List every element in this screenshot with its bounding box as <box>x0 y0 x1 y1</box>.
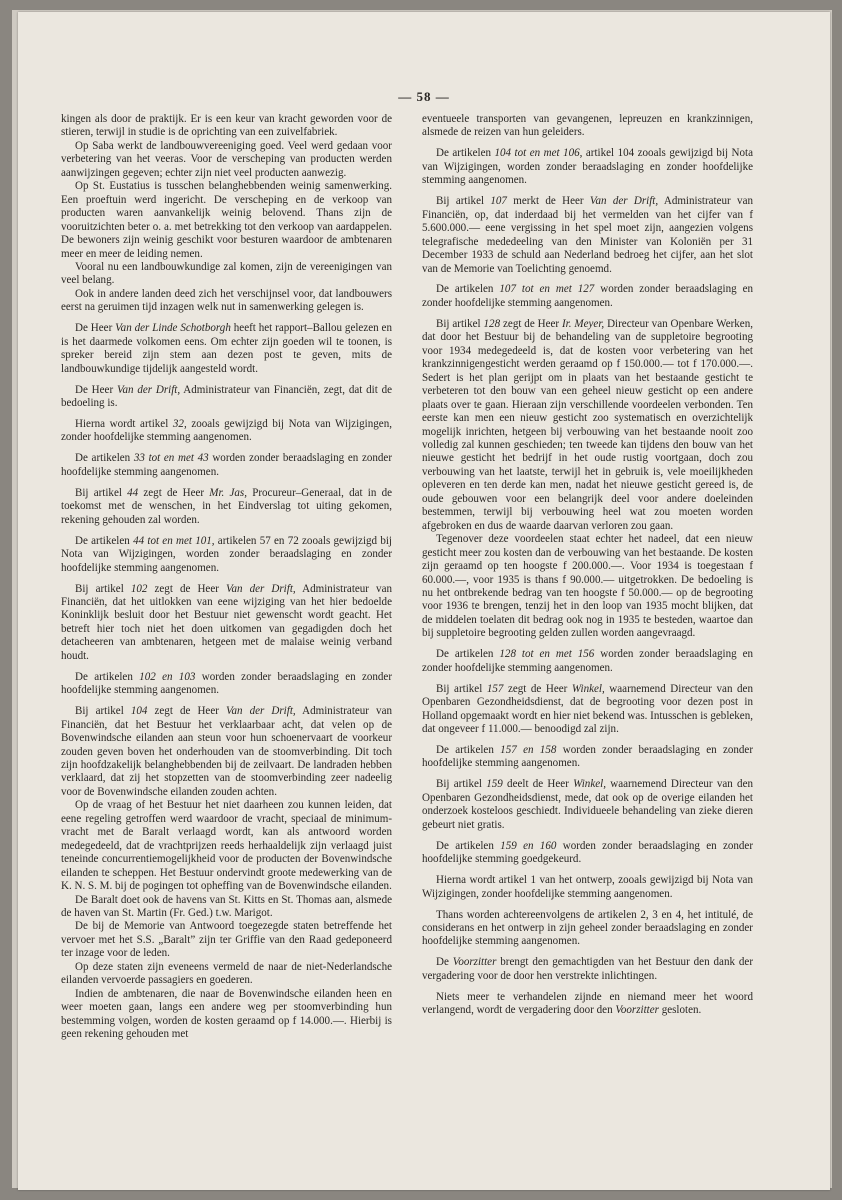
text-segment: eventueele transporten van gevangenen, lepreuzen en krankzinnigen, alsmede de reizen van hun geleiders. <box>422 113 753 139</box>
text-segment: De artikelen <box>75 534 134 547</box>
italic-text: 157 <box>486 682 504 695</box>
text-segment: De artikelen <box>75 452 134 465</box>
text-segment: Vooral nu een landbouwkundige zal komen, zijn de vereenigingen van veel belang. <box>61 260 392 287</box>
text-segment: Ook in andere landen deed zich het verschijnsel voor, dat landbouwers eerst na geruimen tijd inzagen welk nut in samenwerking gelegen is. <box>61 287 392 314</box>
text-segment: artikelen 57 en 72 zooals gewijzigd bij Nota van Wijzigingen, worden zonder beraadslaging en zonder hoofdelijke stemming aangenomen. <box>61 534 393 574</box>
text-segment: brengt den gemachtigden van het Bestuur den dank der vergadering voor de door hen verstrekte inlichtingen. <box>422 956 753 982</box>
text-segment: worden zonder beraadslaging en zonder hoofdelijke stemming aangenomen. <box>61 670 393 697</box>
text-segment: Bij artikel <box>436 195 491 208</box>
right-column <box>422 113 753 1025</box>
paragraph <box>61 961 392 988</box>
text-segment: De Baralt doet ook de havens van St. Kitts en St. Thomas aan, alsmede de haven van St. Martin (Fr. Ged.) t.w. Marigot. <box>61 893 392 919</box>
text-segment: De Heer <box>75 322 116 335</box>
paragraph <box>422 648 753 675</box>
paragraph <box>61 418 392 445</box>
text-segment: worden zonder beraadslaging en zonder hoofdelijke stemming goedgekeurd. <box>422 839 754 866</box>
paragraph <box>422 956 753 983</box>
text-segment: worden zonder beraadslaging en zonder hoofdelijke stemming aangenomen. <box>422 283 753 309</box>
text-segment: De artikelen <box>436 283 500 296</box>
italic-text: 32, <box>172 418 187 431</box>
text-segment: Op deze staten zijn eveneens vermeld de naar de niet-Nederlandsche eilanden vervoerde passagiers en goederen. <box>61 960 392 987</box>
paragraph <box>61 535 392 575</box>
paragraph <box>422 683 753 737</box>
italic-text: Van der Drift, <box>589 195 659 208</box>
italic-text: Voorzitter <box>615 1004 659 1017</box>
italic-text: Van der Linde Schotborgh <box>115 322 231 335</box>
italic-text: 128 tot en met 156 <box>499 648 595 661</box>
italic-text: 159 <box>486 778 503 791</box>
text-segment: Administrateur van Financiën, op, dat inderdaad bij het vermelden van het cijfer van f 5.600.000.— eene vergissing in het spel moet zijn, aangezien volgens telegrafische mededeeling van den Minister van Koloniën per 31 December 1933 de schuld aan Nederland bedroeg het cijfer, aan het slot van de Memorie van Toelichting genoemd. <box>422 195 753 275</box>
text-segment: Tegenover deze voordeelen staat echter het nadeel, dat een nieuw gesticht meer zou kosten dan de verbouwing van het bestaande. De kosten zijn geraamd op ten hoogste f 200.000.—. Voor 1934 is toegestaan f 60.000.—, voor 1935 is thans f 90.000.— uitgetrokken. De bedoeling is nu het ontbrekende bedrag van ten hoogste f 50.000.— op de begrooting voor 1936 te brengen, tenzij het in den loop van 1935 mocht blijken, dat de middelen toelaten dit bedrag ook nog in 1935 te besteden, waartoe dan bij suppletoire begrooting gelden zullen worden aangevraagd. <box>422 533 753 640</box>
italic-text: Winkel, <box>573 778 606 791</box>
paragraph <box>422 147 753 187</box>
italic-text: 128 <box>483 317 501 330</box>
paragraph <box>61 113 392 140</box>
paragraph <box>422 991 753 1018</box>
italic-text: 44 tot en met 101, <box>133 534 215 547</box>
paragraph <box>61 920 392 960</box>
text-segment: zegt de Heer <box>500 317 562 330</box>
text-segment: De Heer <box>75 383 117 396</box>
paragraph <box>422 113 753 140</box>
italic-text: 104 <box>130 705 148 718</box>
italic-text: 102 <box>130 582 148 595</box>
italic-text: Van der Drift, <box>225 705 296 718</box>
italic-text: 33 tot en met 43 <box>133 452 209 465</box>
text-segment: Administrateur van Financiën, zegt, dat dit de bedoeling is. <box>61 383 392 410</box>
text-segment: De artikelen <box>436 648 500 661</box>
text-segment: De artikelen <box>436 743 501 756</box>
italic-text: Van der Drift, <box>116 383 181 396</box>
paragraph <box>61 799 392 893</box>
text-segment: De <box>436 956 453 969</box>
text-segment: Bij artikel <box>75 582 131 595</box>
text-segment: waarnemend Directeur van den Openbaren Gezondheidsdienst, mede, dat ook op de overige eilanden het onderzoek kosteloos geschiedt. Individueele behandeling van zieke dieren gebeurt niet gratis. <box>422 778 753 831</box>
italic-text: Winkel, <box>571 682 605 695</box>
text-segment: merkt de Heer <box>506 195 590 208</box>
text-segment: Administrateur van Financiën, dat het uitlokken van eene wijziging van het hier bedoelde Koninklijk besluit door het Bestuur niet gewenscht wordt geacht. Het betreft hier toch niet het doen uitkomen van gegadigden doch het detacheeren van ambtenaren, hetgeen met de malaise weinig verband houdt. <box>61 582 393 662</box>
italic-text: 159 en 160 <box>500 839 557 852</box>
text-segment: Bij artikel <box>436 682 487 695</box>
page-number: — 58 — <box>398 89 450 104</box>
text-segment: Op St. Eustatius is tusschen belanghebbenden weinig samenwerking. Een proeftuin werd ingericht. De verscheping en de verkoop van producten waren aanvankelijk weinig belovend. Thans zijn de vooruitzichten beter o. a. met betrekking tot den verkoop van aardappelen. De bewoners zijn weinig geschikt voor besturen waardoor de ambtenaren meer en meer de leiding nemen. <box>61 180 392 260</box>
italic-text: 104 tot en met 106, <box>494 147 583 160</box>
paragraph <box>422 533 753 641</box>
italic-text: Ir. Meyer, <box>562 317 605 330</box>
text-segment: zegt de Heer <box>147 582 226 595</box>
paragraph <box>422 318 753 533</box>
paragraph <box>61 671 392 698</box>
text-segment: De artikelen <box>75 670 140 683</box>
paragraph <box>422 909 753 949</box>
text-segment: Bij artikel <box>75 705 131 718</box>
paragraph <box>61 487 392 527</box>
paragraph <box>61 180 392 261</box>
paragraph <box>61 894 392 921</box>
paragraph <box>422 874 753 901</box>
text-segment: Op de vraag of het Bestuur het niet daarheen zou kunnen leiden, dat eene regeling getroffen werd waardoor de vracht, speciaal de minimum-vracht met de Baralt verlaagd wordt, kan als antwoord worden medegedeeld, dat de vrachtprijzen reeds herhaaldelijk zijn verlaagd juist teneinde concurrentiemogelijkheid voor de producten der Bovenwindsche eilanden te scheppen. Het Bestuur ondervindt groote medewerking van de K. N. S. M. bij de pogingen tot opheffing van de Bovenwindsche eilanden. <box>61 799 392 893</box>
text-segment: Thans worden achtereenvolgens de artikelen 2, 3 en 4, het intitulé, de considerans en het ontwerp in zijn geheel zonder beraadslaging en zonder hoofdelijke stemming aangenomen. <box>422 908 753 948</box>
paragraph <box>61 705 392 799</box>
text-segment: Procureur–Generaal, dat in de toekomst met de wenschen, in het Eindverslag tot uiting gekomen, rekening gehouden zal worden. <box>61 486 393 526</box>
text-segment: Administrateur van Financiën, dat het Bestuur het verklaarbaar acht, dat velen op de Bovenwindsche eilanden aan steun voor hun schoenervaart de voorkeur zouden geven boven het onderhouden van de stoomverbinding. Dit toch zijn hoofdzakelijk belanghebbenden bij de zeilvaart. De landraden hebben verklaard, dat zij het stopzetten van de stoomverbinding zeer nadeelig voor de Bovenwindsche eilanden zouden achten. <box>61 705 393 798</box>
text-segment: zegt de Heer <box>138 486 210 499</box>
text-segment: Hierna wordt artikel 1 van het ontwerp, zooals gewijzigd bij Nota van Wijzigingen, zonder hoofdelijke stemming aangenomen. <box>422 874 753 900</box>
paragraph <box>61 140 392 180</box>
text-segment: worden zonder beraadslaging en zonder hoofdelijke stemming aangenomen. <box>61 452 392 478</box>
paragraph <box>61 452 392 479</box>
text-segment: De artikelen <box>436 839 501 852</box>
paragraph <box>61 384 392 411</box>
text-segment: waarnemend Directeur van den Openbaren Gezondheidsdienst, dat de begrooting voor dezen post in Holland opgemaakt wordt en hier niet bekend was. Intusschen is gebleken, dat ongeveer f 11.000.— benoodigd zal zijn. <box>422 682 753 736</box>
paragraph <box>61 288 392 315</box>
text-segment: De bij de Memorie van Antwoord toegezegde staten betreffende het vervoer met het S.S. „Baralt” zijn ter Griffie van den Raad gedeponeerd ter inzage voor de leden. <box>61 920 392 960</box>
document-page <box>18 12 830 1190</box>
text-segment: De artikelen <box>436 147 495 160</box>
text-segment: heeft het rapport–Ballou gelezen en is het daarmede volkomen eens. Om echter zijn goeden wil te toonen, is spreker bereid zijn stem aan dezen post te geven, mits de landbouwkundige tijdelijk aangesteld wordt. <box>61 322 392 375</box>
text-segment: Directeur van Openbare Werken, dat door het Bestuur bij de behandeling van de suppletoire begrooting voor 1934 medegedeeld is, dat de kosten voor verbetering van het krankzinnigengesticht werden geraamd op f 150.000.— tot f 170.000.—. Sedert is het plan gerijpt om in plaats van het bestaande gesticht te verbeteren tot den bouw van een geheel nieuw gesticht op een andere plaats over te gaan. Hieraan zijn verschillende voordeelen verbonden. Ten eerste kan men een nieuw gesticht zoo systematisch en overzichtelijk mogelijk inrichten, hetgeen bij verbouwing van het bestaande nooit zoo volledig zal kunnen geschieden; ten tweede kan tijdens den bouw van het nieuwe gesticht het bedrijf in het oude rustig voortgaan, doch zou verbouwing van het laatste, terwijl het in gebruik is, vele moeilijkheden opleveren en ten derde kan men, nadat het nieuwe gesticht gereed is, de oude gebouwen voor een belangrijk deel voor andere doeleinden bestemmen, terwijl bij verbouwing heel wat zou moeten worden afgebroken en dus de waarde daarvan verloren zou gaan. <box>422 317 753 532</box>
italic-text: Mr. Jas, <box>209 486 247 499</box>
text-segment: Bij artikel <box>75 486 128 499</box>
text-segment: zooals gewijzigd bij Nota van Wijzigingen, zonder hoofdelijke stemming aangenomen. <box>61 418 392 444</box>
text-segment: Hierna wordt artikel <box>75 418 173 431</box>
text-segment: Bij artikel <box>436 317 484 330</box>
text-segment: deelt de Heer <box>502 778 574 791</box>
paragraph <box>422 778 753 832</box>
paragraph <box>61 583 392 664</box>
text-segment: gesloten. <box>658 1004 702 1017</box>
text-segment: Op Saba werkt de landbouwvereeniging goed. Veel werd gedaan voor verbetering van het veeras. Voor de verscheping van producten werden aanwijzingen gegeven; echter zijn niet veel producten aanwezig. <box>61 139 392 179</box>
italic-text: 102 en 103 <box>139 670 196 683</box>
left-column <box>61 113 392 1042</box>
paragraph <box>422 744 753 771</box>
paragraph <box>422 195 753 276</box>
paragraph <box>422 840 753 867</box>
text-segment: worden zonder beraadslaging en zonder hoofdelijke stemming aangenomen. <box>422 648 753 674</box>
italic-text: Van der Drift, <box>225 582 296 595</box>
text-segment: zegt de Heer <box>503 682 572 695</box>
italic-text: 44 <box>127 486 139 499</box>
text-segment: Niets meer te verhandelen zijnde en niemand meer het woord verlangend, wordt de vergadering door den <box>422 990 753 1017</box>
text-segment: kingen als door de praktijk. Er is een keur van kracht geworden voor de stieren, terwijl in studie is de oprichting van een zuivelfabriek. <box>61 113 392 139</box>
italic-text: 107 <box>490 195 507 208</box>
text-segment: artikel 104 zooals gewijzigd bij Nota van Wijzigingen, worden zonder beraadslaging en zonder hoofdelijke stemming aangenomen. <box>422 147 754 187</box>
text-segment: Indien de ambtenaren, die naar de Bovenwindsche eilanden heen en weer moeten gaan, langs een andere weg per stoomverbinding hun bestemming volgen, worden de kosten geraamd op f 14.000.—. Hierbij is geen rekening gehouden met <box>61 987 392 1041</box>
text-segment: Bij artikel <box>436 778 487 791</box>
text-segment: worden zonder beraadslaging en zonder hoofdelijke stemming aangenomen. <box>422 743 754 770</box>
paragraph <box>422 283 753 310</box>
italic-text: 157 en 158 <box>500 743 557 756</box>
text-segment: zegt de Heer <box>147 705 226 718</box>
paragraph <box>61 322 392 376</box>
paragraph <box>61 261 392 288</box>
italic-text: 107 tot en met 127 <box>499 283 595 296</box>
italic-text: Voorzitter <box>452 956 497 969</box>
paragraph <box>61 988 392 1042</box>
